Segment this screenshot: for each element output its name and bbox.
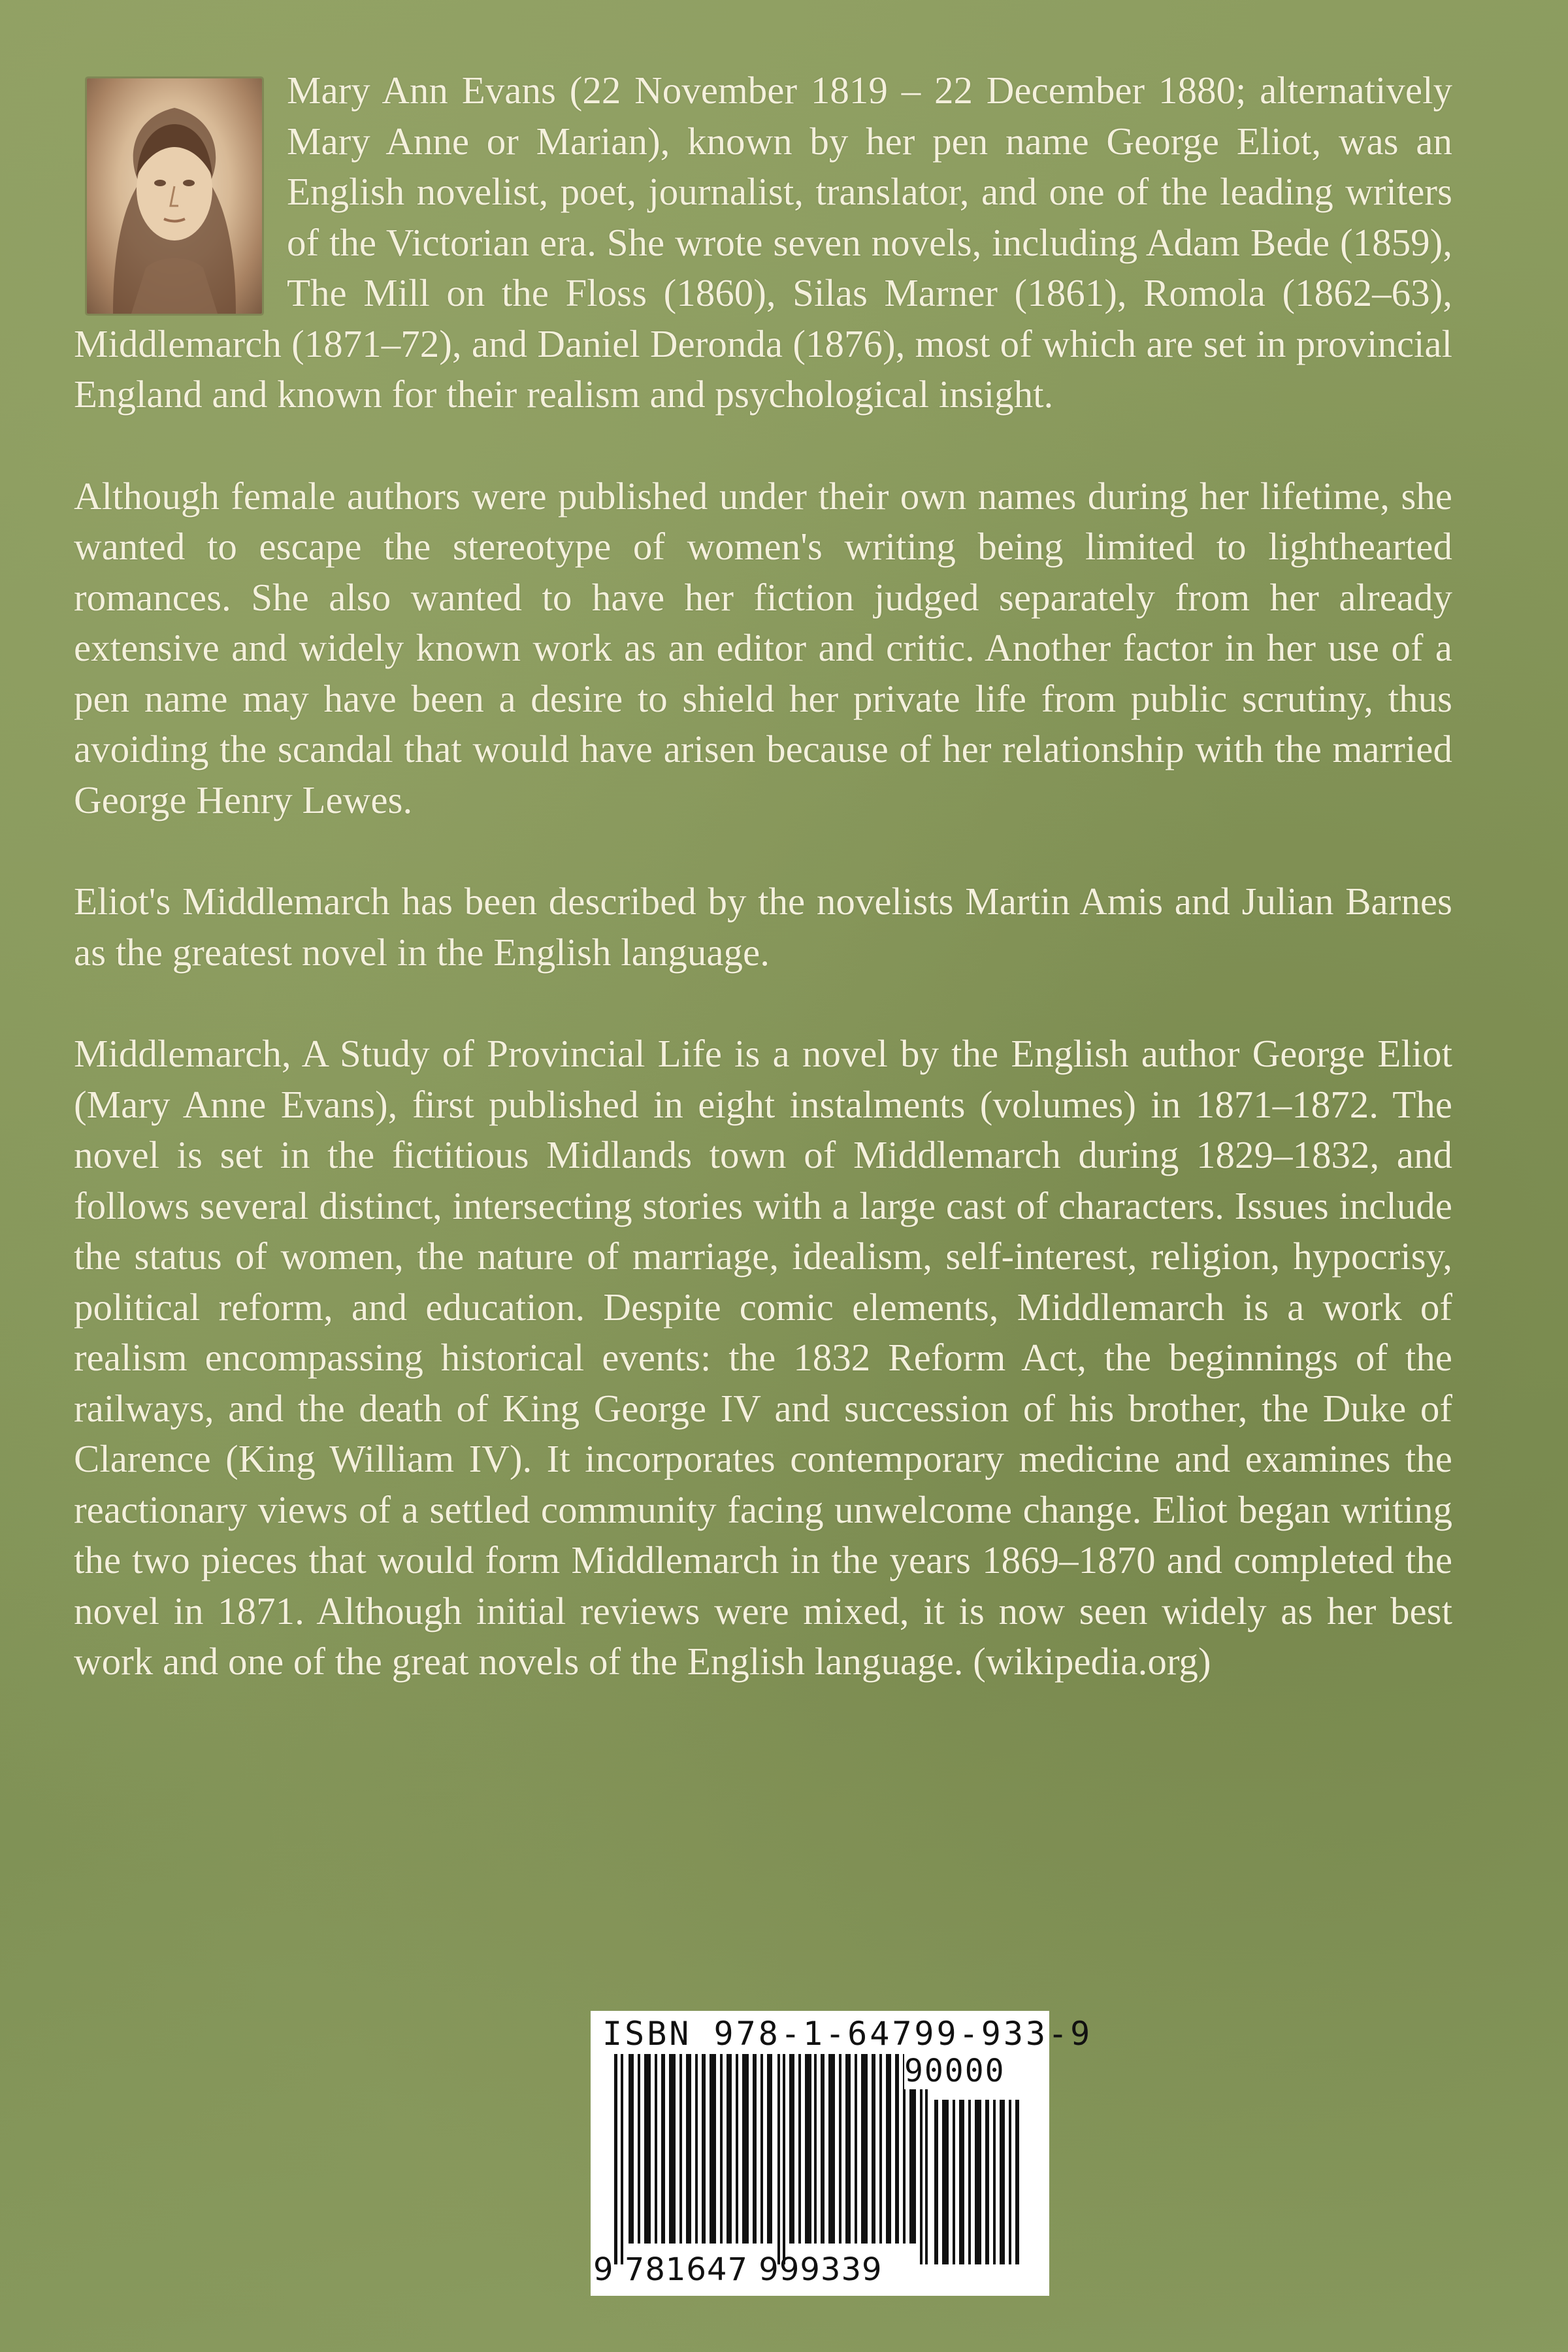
ean-digits: 9 781647 999339 [593,2251,883,2288]
paragraph-biography: Mary Ann Evans (22 November 1819 – 22 December 1880; alternatively Mary Anne or Marian), known by her pen name George Eliot, was an English novelist, poet, journalist, translator, and one of the leading writers of the Victorian era. She wrote seven novels, including Adam Bede (1859), The Mill on the Floss (1860), Silas Marner (1861), Romola (1862–63), Middlemarch (1871–72), and Daniel Deronda (1876), most of which are set in provincial England and known for their realism and psychological insight. [74,69,1452,416]
paragraph-praise: Eliot's Middlemarch has been described by the novelists Martin Amis and Julian Barnes as the greatest novel in the English language. [74,880,1452,974]
portrait-image [87,78,262,314]
author-portrait [87,78,262,314]
blurb-text [74,65,1452,1738]
isbn-label: ISBN 978-1-64799-933-9 [602,2015,1093,2053]
price-code: 90000 [904,2053,1041,2089]
paragraph-pen-name: Although female authors were published under their own names during her lifetime, she wanted to escape the stereotype of women's writing being limited to lighthearted romances. She also wanted to have her fiction judged separately from her already extensive and widely known work as an editor and critic. Another factor in her use of a pen name may have been a desire to shield her private life from public scrutiny, thus avoiding the scandal that would have arisen because of her relationship with the married George Henry Lewes. [74,474,1452,821]
isbn-barcode [591,2011,1093,2296]
paragraph-middlemarch: Middlemarch, A Study of Provincial Life is a novel by the English author George Eliot (Mary Anne Evans), first published in eight instalments (volumes) in 1871–1872. The novel is set in the fictitious Midlands town of Middlemarch during 1829–1832, and follows several distinct, intersecting stories with a large cast of characters. Issues include the status of women, the nature of marriage, idealism, self-interest, religion, hypocrisy, political reform, and education. Despite comic elements, Middlemarch is a work of realism encompassing historical events: the 1832 Reform Act, the beginnings of the railways, and the death of King George IV and succession of his brother, the Duke of Clarence (King William IV). It incorporates contemporary medicine and examines the reactionary views of a settled community facing unwelcome change. Eliot began writing the two pieces that would form Middlemarch in the years 1869–1870 and completed the novel in 1871. Although initial reviews were mixed, it is now seen widely as her best work and one of the great novels of the English language. (wikipedia.org) [74,1032,1452,1683]
